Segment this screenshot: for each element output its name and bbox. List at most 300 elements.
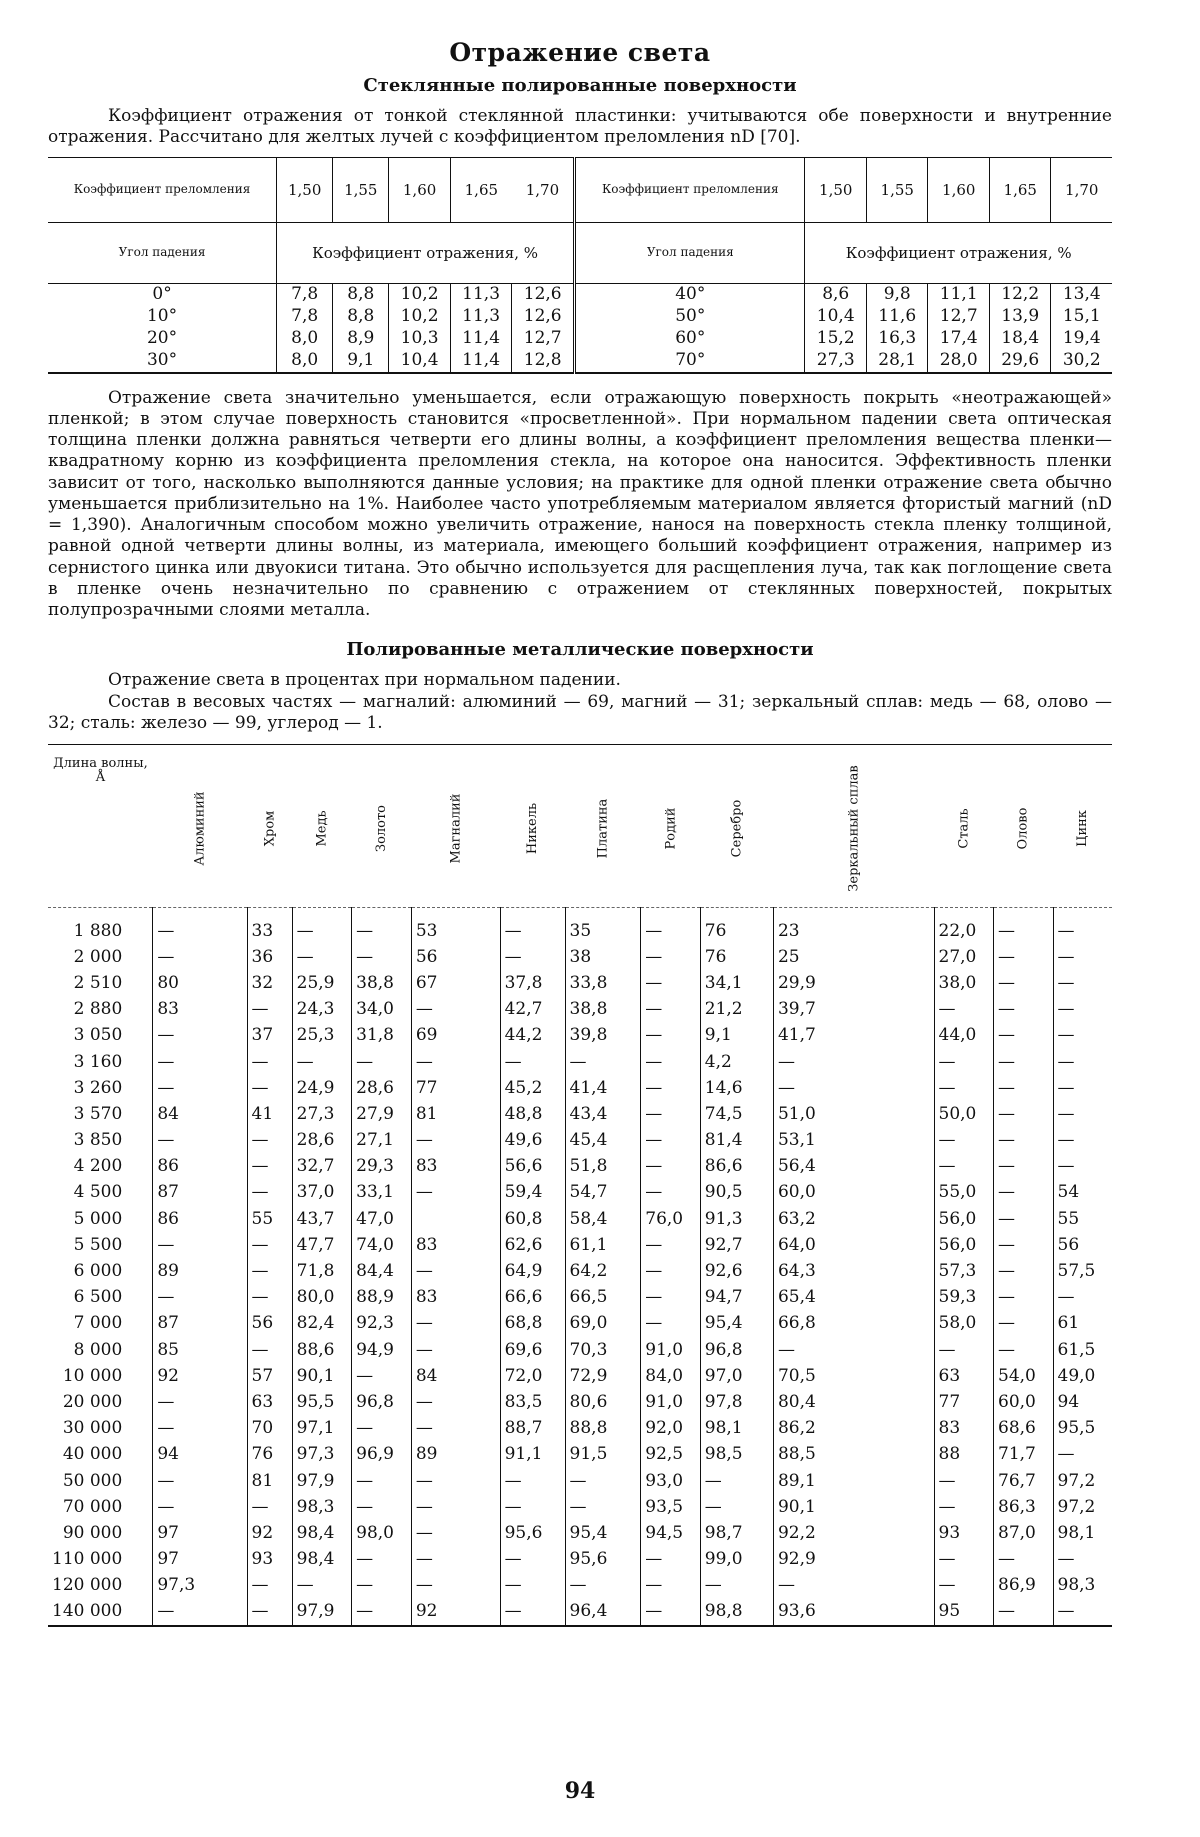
table2-cell: 38,0 xyxy=(934,970,994,996)
table2-cell: — xyxy=(934,1075,994,1101)
table2-wavelength-cell: 6 000 xyxy=(73,1261,123,1282)
table2-cell: 61 xyxy=(1053,1311,1112,1337)
table2-cell: 98,4 xyxy=(292,1520,352,1546)
table1-cell: 11,3 xyxy=(450,306,512,328)
antireflection-paragraph: Отражение света значительно уменьшается, если отражающую поверхность покрыть «неотражающей» пленкой; в этом случае поверхность становится «просветленной». При нормальном падении света оптическая толщина пленки должна равняться четверти его длины волны, а коэффициент преломления вещества пленки—квадратному корню из коэффициента преломления стекла, на которое она наносится. Эффективность пленки зависит от того, насколько выполняются данные условия; на практике для одной пленки отражение света обычно уменьшается приблизительно на 1%. Наиболее часто употребляемым материалом является фтористый магний (nD = 1,390). Аналогичным способом можно увеличить отражение, нанося на поверхность стекла пленку толщиной, равной одной четверти длины волны, из материала, имеющего больший коэффициент отражения, например из сернистого цинка или двуокиси титана. Это обычно используется для расщепления луча, так как поглощение света в пленке очень незначительно по сравнению с отражением от стеклянных поверхностей, покрытых полупрозрачными слоями металла. xyxy=(48,387,1112,620)
table1-cell: 29,6 xyxy=(989,350,1051,373)
table1-cell: 12,6 xyxy=(512,306,575,328)
table2-cell: 95,6 xyxy=(500,1520,565,1546)
table2-cell: 70,5 xyxy=(773,1363,934,1389)
table2-cell: 76 xyxy=(247,1442,292,1468)
table1-angle: 10° xyxy=(146,305,178,326)
table2-cell: 64,0 xyxy=(773,1232,934,1258)
table2-cell: 59,4 xyxy=(500,1180,565,1206)
table2-cell: 56 xyxy=(1053,1232,1112,1258)
table1-cell: 12,2 xyxy=(989,283,1051,306)
table2-row xyxy=(48,1573,1112,1599)
table2-cell: — xyxy=(1053,1285,1112,1311)
table2-cell: — xyxy=(994,1206,1054,1232)
table2-cell: 34,1 xyxy=(700,970,773,996)
table2-cell: 97,2 xyxy=(1053,1494,1112,1520)
table2-cell: — xyxy=(292,944,352,970)
table1-index: 1,65 xyxy=(989,157,1051,222)
table2-cell: — xyxy=(773,1049,934,1075)
table2-cell: 63 xyxy=(247,1389,292,1415)
table2-cell: 93,6 xyxy=(773,1599,934,1626)
page-title: Отражение света xyxy=(449,38,711,67)
table1-cell: 30,2 xyxy=(1051,350,1112,373)
table2-cell: — xyxy=(247,997,292,1023)
table2-cell: — xyxy=(641,1547,701,1573)
table2-cell: — xyxy=(153,1389,247,1415)
table2-wavelength-cell: 1 880 xyxy=(73,920,123,941)
table2-cell: — xyxy=(641,944,701,970)
table2-cell: 71,7 xyxy=(994,1442,1054,1468)
table2-wavelength-cell: 40 000 xyxy=(62,1444,123,1465)
table2-cell: 25,9 xyxy=(292,970,352,996)
table2-cell: — xyxy=(565,1049,641,1075)
table2-column-header: Олово xyxy=(994,745,1054,908)
section-title-metal: Полированные металлические поверхности xyxy=(346,639,814,661)
table2-cell: — xyxy=(352,1599,412,1626)
table2-cell: — xyxy=(500,1573,565,1599)
table2-cell: 31,8 xyxy=(352,1023,412,1049)
table2-cell: — xyxy=(700,1494,773,1520)
table2-cell: 56,0 xyxy=(934,1232,994,1258)
table1-cell: 12,7 xyxy=(928,306,990,328)
table1-cell: 10,3 xyxy=(389,328,451,350)
table2-cell: 53,1 xyxy=(773,1128,934,1154)
table1-row xyxy=(48,283,1112,306)
table2-column-header: Хром xyxy=(247,745,292,908)
table2-cell: 56,4 xyxy=(773,1154,934,1180)
table2-cell: 50,0 xyxy=(934,1101,994,1127)
table2-cell: — xyxy=(641,1128,701,1154)
table2-cell: — xyxy=(934,1128,994,1154)
table2-cell: 94,7 xyxy=(700,1285,773,1311)
table2-cell: 90,1 xyxy=(773,1494,934,1520)
table2-cell: — xyxy=(641,1023,701,1049)
section-title-glass: Стеклянные полированные поверхности xyxy=(363,75,797,96)
table2-cell: 37,0 xyxy=(292,1180,352,1206)
table2-cell: — xyxy=(565,1494,641,1520)
table2-row xyxy=(48,1075,1112,1101)
table2-row xyxy=(48,1599,1112,1626)
table2-cell: — xyxy=(641,970,701,996)
table1-cell: 7,8 xyxy=(277,283,333,306)
table1-row xyxy=(48,328,1112,350)
table2-wavelength-cell: 30 000 xyxy=(62,1418,123,1439)
table2-cell: 97,3 xyxy=(292,1442,352,1468)
table1-cell: 28,1 xyxy=(866,350,928,373)
table1-cell: 10,2 xyxy=(389,283,451,306)
table1-row xyxy=(48,306,1112,328)
composition-paragraph: Состав в весовых частях — магналий: алюминий — 69, магний — 31; зеркальный сплав: медь — 68, олово — 32; сталь: железо — 99, углерод — 1. xyxy=(48,691,1112,733)
table1-index-row xyxy=(48,157,1112,222)
table2-cell: — xyxy=(247,1180,292,1206)
table1-cell: 13,9 xyxy=(989,306,1051,328)
table2-cell: 86,6 xyxy=(700,1154,773,1180)
table2-cell: 25 xyxy=(773,944,934,970)
table2-cell: 41,7 xyxy=(773,1023,934,1049)
table2-row xyxy=(48,1520,1112,1546)
table2-cell: 92,7 xyxy=(700,1232,773,1258)
table1-cell: 17,4 xyxy=(928,328,990,350)
table2-cell: 54 xyxy=(1053,1180,1112,1206)
table1-index: 1,70 xyxy=(512,157,575,222)
table2-cell: 38,8 xyxy=(565,997,641,1023)
table2-cell: — xyxy=(411,1573,500,1599)
table2-cell: 69 xyxy=(411,1023,500,1049)
table2-cell: — xyxy=(565,1573,641,1599)
table2-row xyxy=(48,1416,1112,1442)
table2-wavelength-cell: 5 000 xyxy=(73,1208,123,1229)
table1-cell: 16,3 xyxy=(866,328,928,350)
table2-row xyxy=(48,1363,1112,1389)
table2-cell: — xyxy=(994,1049,1054,1075)
table2-cell: 29,3 xyxy=(352,1154,412,1180)
table2-row xyxy=(48,1468,1112,1494)
table2-cell: 86 xyxy=(153,1206,247,1232)
table2-cell: 99,0 xyxy=(700,1547,773,1573)
table2-cell: 92,2 xyxy=(773,1520,934,1546)
table2-cell: — xyxy=(641,1101,701,1127)
table2-column-header: Сталь xyxy=(934,745,994,908)
table2-cell: 9,1 xyxy=(700,1023,773,1049)
table2-cell: 91,0 xyxy=(641,1389,701,1415)
table2-cell: — xyxy=(994,1232,1054,1258)
table2-cell: 72,0 xyxy=(500,1363,565,1389)
table2-cell: — xyxy=(1053,1128,1112,1154)
table2-cell: 49,6 xyxy=(500,1128,565,1154)
table2-row xyxy=(48,1180,1112,1206)
table2-wavelength-cell: 2 880 xyxy=(73,999,123,1020)
table2-cell: 43,7 xyxy=(292,1206,352,1232)
table2-cell: 84,0 xyxy=(641,1363,701,1389)
table2-cell: 86 xyxy=(153,1154,247,1180)
table2-cell: 24,3 xyxy=(292,997,352,1023)
table2-cell: — xyxy=(247,1494,292,1520)
table2-cell: 87 xyxy=(153,1180,247,1206)
table2-cell: 64,9 xyxy=(500,1258,565,1284)
table2-cell: 66,8 xyxy=(773,1311,934,1337)
table2-cell: 28,6 xyxy=(352,1075,412,1101)
table2-cell: — xyxy=(292,908,352,945)
table2-cell: — xyxy=(994,1023,1054,1049)
table2-cell: 64,3 xyxy=(773,1258,934,1284)
table2-cell: — xyxy=(411,1128,500,1154)
table2-cell: — xyxy=(994,1258,1054,1284)
table2-cell: — xyxy=(411,1520,500,1546)
table2-cell: 27,0 xyxy=(934,944,994,970)
table2-row xyxy=(48,1232,1112,1258)
table2-cell: 41 xyxy=(247,1101,292,1127)
table1-cell: 7,8 xyxy=(277,306,333,328)
table1-cell: 12,8 xyxy=(512,350,575,373)
table2-cell: 95,5 xyxy=(292,1389,352,1415)
table2-cell: 33,8 xyxy=(565,970,641,996)
table2-cell: — xyxy=(1053,1442,1112,1468)
table2-column-header: Родий xyxy=(641,745,701,908)
table2-cell: 23 xyxy=(773,908,934,945)
table2-cell: — xyxy=(153,1049,247,1075)
table2-cell: — xyxy=(994,908,1054,945)
table2-cell: — xyxy=(994,997,1054,1023)
table2-cell: 68,6 xyxy=(994,1416,1054,1442)
table2-cell: — xyxy=(994,1599,1054,1626)
table2-cell: — xyxy=(994,1311,1054,1337)
table2-cell: 59,3 xyxy=(934,1285,994,1311)
table2-wavelength-cell: 3 160 xyxy=(73,1051,123,1072)
table2-cell: 53 xyxy=(411,908,500,945)
table1-cell: 11,1 xyxy=(928,283,990,306)
table2-cell: 92 xyxy=(153,1363,247,1389)
table2-cell: — xyxy=(352,1416,412,1442)
glass-reflection-table xyxy=(48,157,1112,374)
table2-cell: 55,0 xyxy=(934,1180,994,1206)
table2-cell: — xyxy=(411,1337,500,1363)
table2-cell: — xyxy=(773,1573,934,1599)
table2-cell: — xyxy=(153,1416,247,1442)
table2-cell: — xyxy=(153,1075,247,1101)
table2-cell: 98,1 xyxy=(700,1416,773,1442)
table2-cell: 38,8 xyxy=(352,970,412,996)
table2-cell: 87,0 xyxy=(994,1520,1054,1546)
table2-cell: 80,0 xyxy=(292,1285,352,1311)
table2-cell: 29,9 xyxy=(773,970,934,996)
table2-cell: 54,0 xyxy=(994,1363,1054,1389)
table2-body xyxy=(48,908,1112,1627)
table2-cell: — xyxy=(153,1232,247,1258)
table2-cell: 97,1 xyxy=(292,1416,352,1442)
table2-cell: 95 xyxy=(934,1599,994,1626)
table2-cell: — xyxy=(411,1416,500,1442)
table2-cell: 88,9 xyxy=(352,1285,412,1311)
table2-cell: — xyxy=(565,1468,641,1494)
table2-cell: 76 xyxy=(700,908,773,945)
table2-cell: 97 xyxy=(153,1547,247,1573)
table2-cell: 68,8 xyxy=(500,1311,565,1337)
table2-row xyxy=(48,944,1112,970)
table1-index-label-right: Коэффициент преломления xyxy=(575,157,805,222)
table2-cell: 56,6 xyxy=(500,1154,565,1180)
table2-cell: — xyxy=(153,1494,247,1520)
table2-cell: 86,9 xyxy=(994,1573,1054,1599)
table2-cell: — xyxy=(641,1285,701,1311)
table2-cell: 67 xyxy=(411,970,500,996)
table2-cell: 63,2 xyxy=(773,1206,934,1232)
table2-cell: — xyxy=(994,1154,1054,1180)
table2-cell: 63 xyxy=(934,1363,994,1389)
table2-wavelength-cell: 3 050 xyxy=(73,1025,123,1046)
table2-cell: — xyxy=(934,1049,994,1075)
table2-cell: — xyxy=(352,1494,412,1520)
table2-cell: 76 xyxy=(700,944,773,970)
table2-cell: 66,5 xyxy=(565,1285,641,1311)
table2-wavelength-cell: 3 570 xyxy=(73,1103,123,1124)
table2-cell: 27,1 xyxy=(352,1128,412,1154)
table1-cell: 10,4 xyxy=(805,306,867,328)
table2-cell: 33 xyxy=(247,908,292,945)
table2-cell: — xyxy=(994,1075,1054,1101)
table2-column-header: Медь xyxy=(292,745,352,908)
table2-wavelength-header: Длина волны, Å xyxy=(48,745,153,908)
table2-cell: 80 xyxy=(153,970,247,996)
table2-cell: 98,3 xyxy=(292,1494,352,1520)
table2-cell: — xyxy=(994,1180,1054,1206)
table2-cell: — xyxy=(500,908,565,945)
table2-row xyxy=(48,970,1112,996)
table2-cell: — xyxy=(153,1599,247,1626)
table2-cell: — xyxy=(994,1337,1054,1363)
table2-cell: 27,3 xyxy=(292,1101,352,1127)
table2-row xyxy=(48,1311,1112,1337)
table2-cell: 39,8 xyxy=(565,1023,641,1049)
table2-cell: — xyxy=(352,1049,412,1075)
table1-cell: 11,4 xyxy=(450,350,512,373)
table2-cell: 56,0 xyxy=(934,1206,994,1232)
table2-cell: — xyxy=(994,1128,1054,1154)
table2-cell: 92,0 xyxy=(641,1416,701,1442)
table2-cell: 43,4 xyxy=(565,1101,641,1127)
table2-cell: 62,6 xyxy=(500,1232,565,1258)
table2-cell: — xyxy=(994,1547,1054,1573)
table2-cell: 33,1 xyxy=(352,1180,412,1206)
table2-cell: 89 xyxy=(153,1258,247,1284)
table1-angle: 20° xyxy=(146,327,178,348)
table2-cell: 91,1 xyxy=(500,1442,565,1468)
table2-column-header: Платина xyxy=(565,745,641,908)
table2-cell: 83 xyxy=(411,1154,500,1180)
table2-cell: 96,8 xyxy=(700,1337,773,1363)
table2-cell: — xyxy=(352,1468,412,1494)
table2-column-header: Алюминий xyxy=(153,745,247,908)
table2-cell: 14,6 xyxy=(700,1075,773,1101)
table2-cell: 48,8 xyxy=(500,1101,565,1127)
table2-cell: — xyxy=(994,1285,1054,1311)
table2-cell: — xyxy=(700,1468,773,1494)
table2-cell: 60,8 xyxy=(500,1206,565,1232)
table2-cell: 28,6 xyxy=(292,1128,352,1154)
table2-cell: 56 xyxy=(247,1311,292,1337)
table2-cell: — xyxy=(1053,908,1112,945)
table2-cell: — xyxy=(500,1049,565,1075)
table1-cell: 10,2 xyxy=(389,306,451,328)
table2-cell: — xyxy=(411,1547,500,1573)
metal-reflection-table xyxy=(48,744,1112,1627)
table2-cell: — xyxy=(641,1180,701,1206)
table2-cell: — xyxy=(153,1023,247,1049)
table2-cell: 37,8 xyxy=(500,970,565,996)
table2-wavelength-cell: 3 850 xyxy=(73,1130,123,1151)
table2-cell: 58,4 xyxy=(565,1206,641,1232)
table2-cell: — xyxy=(153,908,247,945)
table2-cell: — xyxy=(934,1337,994,1363)
table2-cell: 80,6 xyxy=(565,1389,641,1415)
table2-cell: — xyxy=(1053,997,1112,1023)
table2-wavelength-cell: 6 500 xyxy=(73,1287,123,1308)
table2-cell: 61,5 xyxy=(1053,1337,1112,1363)
table1-index: 1,55 xyxy=(866,157,928,222)
table2-cell: 95,4 xyxy=(700,1311,773,1337)
table2-cell: — xyxy=(247,1154,292,1180)
table2-cell: 36 xyxy=(247,944,292,970)
table2-cell: — xyxy=(153,1468,247,1494)
table2-cell: — xyxy=(934,997,994,1023)
table2-cell: 94,9 xyxy=(352,1337,412,1363)
table2-cell: 84 xyxy=(153,1101,247,1127)
table2-cell: 57 xyxy=(247,1363,292,1389)
table1-angle: 70° xyxy=(575,350,805,373)
page-number: 94 xyxy=(564,1778,596,1804)
table2-cell: 85 xyxy=(153,1337,247,1363)
table2-cell: 45,2 xyxy=(500,1075,565,1101)
table1-cell: 8,6 xyxy=(805,283,867,306)
table2-cell: 42,7 xyxy=(500,997,565,1023)
table2-cell: 97,9 xyxy=(292,1599,352,1626)
table2-header-row xyxy=(48,745,1112,908)
table2-cell: 51,0 xyxy=(773,1101,934,1127)
table2-cell: 55 xyxy=(247,1206,292,1232)
table2-cell: 94 xyxy=(153,1442,247,1468)
table2-cell: 81 xyxy=(247,1468,292,1494)
table2-wavelength-cell: 140 000 xyxy=(48,1599,153,1626)
table2-cell: 35 xyxy=(565,908,641,945)
table2-cell: 97,3 xyxy=(153,1573,247,1599)
table2-cell: 89,1 xyxy=(773,1468,934,1494)
table2-cell: — xyxy=(411,1468,500,1494)
table2-cell: 88,5 xyxy=(773,1442,934,1468)
table2-cell: — xyxy=(641,1311,701,1337)
table2-column-header: Цинк xyxy=(1053,745,1112,908)
table1-cell: 9,1 xyxy=(333,350,389,373)
table1-index: 1,55 xyxy=(333,157,389,222)
table2-cell: — xyxy=(641,1232,701,1258)
table2-wavelength-cell: 2 000 xyxy=(73,946,123,967)
table2-cell: 69,0 xyxy=(565,1311,641,1337)
table1-cell: 28,0 xyxy=(928,350,990,373)
table2-cell: — xyxy=(247,1337,292,1363)
table2-row xyxy=(48,1389,1112,1415)
table2-cell: — xyxy=(247,1128,292,1154)
table2-cell: 95,6 xyxy=(565,1547,641,1573)
table2-cell: 98,3 xyxy=(1053,1573,1112,1599)
table2-cell: — xyxy=(352,1573,412,1599)
table1-index: 1,60 xyxy=(389,157,451,222)
table1-cell: 8,8 xyxy=(333,283,389,306)
table2-cell: — xyxy=(641,1075,701,1101)
table2-cell: 57,5 xyxy=(1053,1258,1112,1284)
table2-cell: 93,0 xyxy=(641,1468,701,1494)
table2-cell: — xyxy=(641,908,701,945)
table2-cell: 88,7 xyxy=(500,1416,565,1442)
table2-cell: — xyxy=(352,908,412,945)
table2-cell: — xyxy=(247,1049,292,1075)
table2-cell: 93,5 xyxy=(641,1494,701,1520)
table2-cell: — xyxy=(1053,1075,1112,1101)
table2-cell: — xyxy=(994,1101,1054,1127)
table2-cell: 83 xyxy=(934,1416,994,1442)
table2-row xyxy=(48,1494,1112,1520)
table2-cell: 96,8 xyxy=(352,1389,412,1415)
table2-cell: 97 xyxy=(153,1520,247,1546)
table2-cell: — xyxy=(500,944,565,970)
table1-cell: 11,4 xyxy=(450,328,512,350)
table2-cell: — xyxy=(153,1128,247,1154)
metal-note-paragraph: Отражение света в процентах при нормальном падении. xyxy=(108,670,621,691)
table2-cell: — xyxy=(352,1547,412,1573)
table2-cell: 22,0 xyxy=(934,908,994,945)
